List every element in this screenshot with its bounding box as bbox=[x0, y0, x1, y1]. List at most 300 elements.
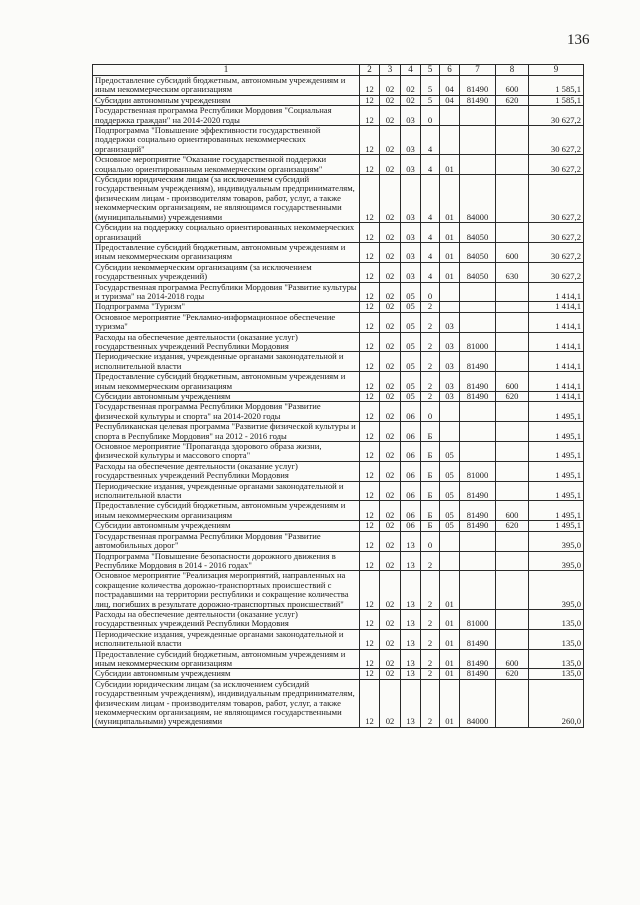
measure-cell: 05 bbox=[440, 501, 460, 521]
expense-type-cell bbox=[496, 481, 529, 501]
table-header-row bbox=[93, 65, 584, 76]
amount-cell: 395,0 bbox=[529, 551, 584, 571]
subprogram-cell: 2 bbox=[421, 392, 440, 402]
section-cell: 12 bbox=[360, 126, 380, 155]
amount-cell: 1 585,1 bbox=[529, 76, 584, 96]
row-name-cell: Периодические издания, учрежденные органами законодательной и исполнительной власти bbox=[93, 352, 360, 372]
expense-type-cell bbox=[496, 352, 529, 372]
expense-type-cell bbox=[496, 106, 529, 126]
section-cell: 12 bbox=[360, 372, 380, 392]
section-cell: 12 bbox=[360, 501, 380, 521]
measure-cell: 03 bbox=[440, 312, 460, 332]
expense-type-cell: 630 bbox=[496, 262, 529, 282]
row-name-cell: Государственная программа Республики Мордовия "Развитие физической культуры и спорта" на 2014-2020 годы bbox=[93, 402, 360, 422]
measure-cell: 04 bbox=[440, 95, 460, 105]
expense-code-cell: 81000 bbox=[460, 609, 496, 629]
program-cell: 05 bbox=[401, 332, 421, 352]
row-name-cell: Субсидии автономным учреждениям bbox=[93, 669, 360, 679]
section-cell: 12 bbox=[360, 481, 380, 501]
subsection-cell: 02 bbox=[380, 223, 401, 243]
expense-code-cell bbox=[460, 106, 496, 126]
subsection-cell: 02 bbox=[380, 501, 401, 521]
expense-code-cell bbox=[460, 531, 496, 551]
section-cell: 12 bbox=[360, 352, 380, 372]
expense-code-cell bbox=[460, 282, 496, 302]
row-name-cell: Расходы на обеспечение деятельности (оказание услуг) государственных учреждений Республики Мордовия bbox=[93, 332, 360, 352]
subsection-cell: 02 bbox=[380, 262, 401, 282]
subsection-cell: 02 bbox=[380, 669, 401, 679]
table-row bbox=[93, 461, 584, 481]
measure-cell: 01 bbox=[440, 242, 460, 262]
expense-code-cell bbox=[460, 551, 496, 571]
subprogram-cell: 2 bbox=[421, 609, 440, 629]
measure-cell bbox=[440, 551, 460, 571]
expense-type-cell bbox=[496, 629, 529, 649]
subprogram-cell: 4 bbox=[421, 223, 440, 243]
section-cell: 12 bbox=[360, 332, 380, 352]
table-row bbox=[93, 155, 584, 175]
measure-cell: 01 bbox=[440, 609, 460, 629]
subsection-cell: 02 bbox=[380, 571, 401, 610]
expense-code-cell: 81490 bbox=[460, 521, 496, 531]
subprogram-cell: 2 bbox=[421, 302, 440, 312]
expense-type-cell bbox=[496, 442, 529, 462]
section-cell: 12 bbox=[360, 461, 380, 481]
program-cell: 13 bbox=[401, 679, 421, 727]
header-cell: 9 bbox=[529, 65, 584, 76]
subsection-cell: 02 bbox=[380, 649, 401, 669]
section-cell: 12 bbox=[360, 521, 380, 531]
expense-type-cell bbox=[496, 679, 529, 727]
expense-type-cell bbox=[496, 223, 529, 243]
row-name-cell: Расходы на обеспечение деятельности (оказание услуг) государственных учреждений Республики Мордовия bbox=[93, 461, 360, 481]
table-row bbox=[93, 442, 584, 462]
amount-cell: 1 414,1 bbox=[529, 312, 584, 332]
subsection-cell: 02 bbox=[380, 442, 401, 462]
amount-cell: 30 627,2 bbox=[529, 262, 584, 282]
row-name-cell: Основное мероприятие "Реализация мероприятий, направленных на сокращение количества дорожно-транспортных происшествий с пострадавшими на территории республики и сокращение количества лиц, погибших в результате дорожно-транспортных происшествий" bbox=[93, 571, 360, 610]
subprogram-cell: Б bbox=[421, 521, 440, 531]
subprogram-cell: 4 bbox=[421, 242, 440, 262]
amount-cell: 1 585,1 bbox=[529, 95, 584, 105]
row-name-cell: Предоставление субсидий бюджетным, автономным учреждениям и иным некоммерческим организациям bbox=[93, 649, 360, 669]
subsection-cell: 02 bbox=[380, 629, 401, 649]
amount-cell: 1 414,1 bbox=[529, 392, 584, 402]
subsection-cell: 02 bbox=[380, 155, 401, 175]
expense-type-cell: 600 bbox=[496, 76, 529, 96]
expense-code-cell bbox=[460, 422, 496, 442]
subsection-cell: 02 bbox=[380, 392, 401, 402]
row-name-cell: Субсидии юридическим лицам (за исключением субсидий государственным учреждениям), индивидуальным предпринимателям, физическим лицам - производителям товаров, работ, услуг, а также некоммерческим организациям, не являющимся государственными (муниципальными) учреждениями bbox=[93, 679, 360, 727]
program-cell: 13 bbox=[401, 571, 421, 610]
row-name-cell: Подпрограмма "Повышение эффективности государственной поддержки социально ориентированных некоммерческих организаций" bbox=[93, 126, 360, 155]
row-name-cell: Субсидии на поддержку социально ориентированных некоммерческих организаций bbox=[93, 223, 360, 243]
subprogram-cell: Б bbox=[421, 461, 440, 481]
subprogram-cell: 4 bbox=[421, 262, 440, 282]
table-row bbox=[93, 521, 584, 531]
expense-type-cell: 620 bbox=[496, 95, 529, 105]
subprogram-cell: 2 bbox=[421, 352, 440, 372]
header-cell: 8 bbox=[496, 65, 529, 76]
header-cell: 7 bbox=[460, 65, 496, 76]
expense-code-cell: 84050 bbox=[460, 223, 496, 243]
row-name-cell: Республиканская целевая программа "Развитие физической культуры и спорта в Республике Мордовия" на 2012 - 2016 годы bbox=[93, 422, 360, 442]
program-cell: 02 bbox=[401, 76, 421, 96]
program-cell: 13 bbox=[401, 551, 421, 571]
expense-type-cell bbox=[496, 332, 529, 352]
program-cell: 03 bbox=[401, 223, 421, 243]
subprogram-cell: Б bbox=[421, 422, 440, 442]
expense-type-cell bbox=[496, 175, 529, 223]
table-row bbox=[93, 571, 584, 610]
program-cell: 13 bbox=[401, 629, 421, 649]
section-cell: 12 bbox=[360, 312, 380, 332]
measure-cell: 03 bbox=[440, 392, 460, 402]
row-name-cell: Субсидии автономным учреждениям bbox=[93, 95, 360, 105]
table-row bbox=[93, 649, 584, 669]
program-cell: 06 bbox=[401, 442, 421, 462]
expense-type-cell: 620 bbox=[496, 669, 529, 679]
amount-cell: 395,0 bbox=[529, 531, 584, 551]
measure-cell bbox=[440, 302, 460, 312]
expense-code-cell: 84050 bbox=[460, 242, 496, 262]
subsection-cell: 02 bbox=[380, 551, 401, 571]
row-name-cell: Расходы на обеспечение деятельности (оказание услуг) государственных учреждений Республики Мордовия bbox=[93, 609, 360, 629]
expense-code-cell: 81000 bbox=[460, 332, 496, 352]
measure-cell: 01 bbox=[440, 649, 460, 669]
row-name-cell: Подпрограмма "Повышение безопасности дорожного движения в Республике Мордовия в 2014 - 2016 годах" bbox=[93, 551, 360, 571]
table-row bbox=[93, 282, 584, 302]
table-row bbox=[93, 312, 584, 332]
expense-code-cell bbox=[460, 126, 496, 155]
row-name-cell: Подпрограмма "Туризм" bbox=[93, 302, 360, 312]
table-row bbox=[93, 679, 584, 727]
row-name-cell: Периодические издания, учрежденные органами законодательной и исполнительной власти bbox=[93, 629, 360, 649]
header-cell: 6 bbox=[440, 65, 460, 76]
subprogram-cell: 2 bbox=[421, 312, 440, 332]
subprogram-cell: 2 bbox=[421, 649, 440, 669]
subsection-cell: 02 bbox=[380, 332, 401, 352]
table-row bbox=[93, 481, 584, 501]
expense-type-cell bbox=[496, 422, 529, 442]
subsection-cell: 02 bbox=[380, 175, 401, 223]
expense-code-cell: 84000 bbox=[460, 175, 496, 223]
program-cell: 05 bbox=[401, 312, 421, 332]
amount-cell: 30 627,2 bbox=[529, 106, 584, 126]
expense-code-cell bbox=[460, 402, 496, 422]
row-name-cell: Субсидии некоммерческим организациям (за исключением государственных учреждений) bbox=[93, 262, 360, 282]
subprogram-cell: 2 bbox=[421, 571, 440, 610]
row-name-cell: Государственная программа Республики Мордовия "Развитие автомобильных дорог" bbox=[93, 531, 360, 551]
expense-type-cell: 600 bbox=[496, 649, 529, 669]
subsection-cell: 02 bbox=[380, 679, 401, 727]
row-name-cell: Основное мероприятие "Оказание государственной поддержки социально ориентированным некоммерческим организациям" bbox=[93, 155, 360, 175]
measure-cell: 05 bbox=[440, 481, 460, 501]
measure-cell bbox=[440, 422, 460, 442]
subsection-cell: 02 bbox=[380, 312, 401, 332]
table-row bbox=[93, 95, 584, 105]
section-cell: 12 bbox=[360, 571, 380, 610]
expense-type-cell bbox=[496, 609, 529, 629]
table-row bbox=[93, 352, 584, 372]
subsection-cell: 02 bbox=[380, 302, 401, 312]
program-cell: 06 bbox=[401, 521, 421, 531]
section-cell: 12 bbox=[360, 531, 380, 551]
measure-cell: 01 bbox=[440, 262, 460, 282]
measure-cell bbox=[440, 531, 460, 551]
measure-cell: 01 bbox=[440, 175, 460, 223]
expense-type-cell bbox=[496, 302, 529, 312]
table-row bbox=[93, 302, 584, 312]
expense-code-cell: 81490 bbox=[460, 372, 496, 392]
amount-cell: 30 627,2 bbox=[529, 155, 584, 175]
expense-type-cell bbox=[496, 126, 529, 155]
measure-cell bbox=[440, 126, 460, 155]
measure-cell bbox=[440, 282, 460, 302]
header-cell: 5 bbox=[421, 65, 440, 76]
subprogram-cell: 5 bbox=[421, 76, 440, 96]
table-row bbox=[93, 609, 584, 629]
subsection-cell: 02 bbox=[380, 609, 401, 629]
subsection-cell: 02 bbox=[380, 531, 401, 551]
program-cell: 06 bbox=[401, 402, 421, 422]
expense-code-cell: 81490 bbox=[460, 352, 496, 372]
program-cell: 13 bbox=[401, 649, 421, 669]
program-cell: 05 bbox=[401, 352, 421, 372]
table-row bbox=[93, 501, 584, 521]
table-row bbox=[93, 76, 584, 96]
amount-cell: 135,0 bbox=[529, 609, 584, 629]
section-cell: 12 bbox=[360, 95, 380, 105]
table-row bbox=[93, 332, 584, 352]
section-cell: 12 bbox=[360, 422, 380, 442]
expense-code-cell: 81490 bbox=[460, 669, 496, 679]
subprogram-cell: 4 bbox=[421, 155, 440, 175]
expense-code-cell: 81490 bbox=[460, 392, 496, 402]
program-cell: 06 bbox=[401, 461, 421, 481]
section-cell: 12 bbox=[360, 679, 380, 727]
measure-cell: 01 bbox=[440, 679, 460, 727]
amount-cell: 30 627,2 bbox=[529, 175, 584, 223]
measure-cell: 01 bbox=[440, 155, 460, 175]
row-name-cell: Предоставление субсидий бюджетным, автономным учреждениям и иным некоммерческим организациям bbox=[93, 372, 360, 392]
program-cell: 13 bbox=[401, 609, 421, 629]
row-name-cell: Периодические издания, учрежденные органами законодательной и исполнительной власти bbox=[93, 481, 360, 501]
subprogram-cell: 0 bbox=[421, 106, 440, 126]
subsection-cell: 02 bbox=[380, 95, 401, 105]
expense-code-cell: 81490 bbox=[460, 629, 496, 649]
program-cell: 03 bbox=[401, 126, 421, 155]
subsection-cell: 02 bbox=[380, 461, 401, 481]
measure-cell: 03 bbox=[440, 372, 460, 392]
measure-cell: 05 bbox=[440, 442, 460, 462]
amount-cell: 395,0 bbox=[529, 571, 584, 610]
amount-cell: 1 414,1 bbox=[529, 332, 584, 352]
table-row bbox=[93, 629, 584, 649]
amount-cell: 1 495,1 bbox=[529, 442, 584, 462]
amount-cell: 135,0 bbox=[529, 649, 584, 669]
expense-type-cell bbox=[496, 312, 529, 332]
expense-type-cell: 600 bbox=[496, 242, 529, 262]
row-name-cell: Государственная программа Республики Мордовия "Социальная поддержка граждан" на 2014-2020 годы bbox=[93, 106, 360, 126]
expense-type-cell bbox=[496, 551, 529, 571]
budget-table bbox=[92, 64, 584, 728]
row-name-cell: Субсидии автономным учреждениям bbox=[93, 392, 360, 402]
subprogram-cell: 4 bbox=[421, 175, 440, 223]
subsection-cell: 02 bbox=[380, 242, 401, 262]
expense-type-cell: 600 bbox=[496, 501, 529, 521]
program-cell: 06 bbox=[401, 422, 421, 442]
program-cell: 05 bbox=[401, 392, 421, 402]
table-row bbox=[93, 402, 584, 422]
header-cell: 2 bbox=[360, 65, 380, 76]
section-cell: 12 bbox=[360, 669, 380, 679]
subsection-cell: 02 bbox=[380, 422, 401, 442]
subsection-cell: 02 bbox=[380, 126, 401, 155]
amount-cell: 1 495,1 bbox=[529, 402, 584, 422]
expense-type-cell bbox=[496, 402, 529, 422]
amount-cell: 1 495,1 bbox=[529, 481, 584, 501]
measure-cell: 03 bbox=[440, 352, 460, 372]
expense-code-cell: 84050 bbox=[460, 262, 496, 282]
amount-cell: 1 495,1 bbox=[529, 521, 584, 531]
section-cell: 12 bbox=[360, 402, 380, 422]
row-name-cell: Субсидии юридическим лицам (за исключением субсидий государственным учреждениям), индивидуальным предпринимателям, физическим лицам - производителям товаров, работ, услуг, а также некоммерческим организациям, не являющимся государственными (муниципальными) учреждениями bbox=[93, 175, 360, 223]
program-cell: 06 bbox=[401, 501, 421, 521]
section-cell: 12 bbox=[360, 442, 380, 462]
section-cell: 12 bbox=[360, 302, 380, 312]
section-cell: 12 bbox=[360, 392, 380, 402]
program-cell: 03 bbox=[401, 175, 421, 223]
amount-cell: 30 627,2 bbox=[529, 126, 584, 155]
subsection-cell: 02 bbox=[380, 76, 401, 96]
expense-type-cell bbox=[496, 571, 529, 610]
subsection-cell: 02 bbox=[380, 402, 401, 422]
section-cell: 12 bbox=[360, 609, 380, 629]
program-cell: 02 bbox=[401, 95, 421, 105]
section-cell: 12 bbox=[360, 649, 380, 669]
program-cell: 13 bbox=[401, 669, 421, 679]
expense-type-cell: 600 bbox=[496, 372, 529, 392]
expense-code-cell bbox=[460, 571, 496, 610]
subprogram-cell: Б bbox=[421, 501, 440, 521]
subsection-cell: 02 bbox=[380, 372, 401, 392]
amount-cell: 1 495,1 bbox=[529, 501, 584, 521]
measure-cell: 05 bbox=[440, 461, 460, 481]
row-name-cell: Основное мероприятие "Рекламно-информационное обеспечение туризма" bbox=[93, 312, 360, 332]
amount-cell: 260,0 bbox=[529, 679, 584, 727]
section-cell: 12 bbox=[360, 223, 380, 243]
page-number: 136 bbox=[567, 32, 590, 48]
program-cell: 03 bbox=[401, 262, 421, 282]
section-cell: 12 bbox=[360, 106, 380, 126]
amount-cell: 1 414,1 bbox=[529, 282, 584, 302]
row-name-cell: Предоставление субсидий бюджетным, автономным учреждениям и иным некоммерческим организациям bbox=[93, 242, 360, 262]
program-cell: 05 bbox=[401, 282, 421, 302]
amount-cell: 30 627,2 bbox=[529, 242, 584, 262]
subsection-cell: 02 bbox=[380, 521, 401, 531]
subprogram-cell: 0 bbox=[421, 282, 440, 302]
table-row bbox=[93, 669, 584, 679]
subprogram-cell: Б bbox=[421, 442, 440, 462]
section-cell: 12 bbox=[360, 242, 380, 262]
program-cell: 05 bbox=[401, 302, 421, 312]
expense-type-cell bbox=[496, 461, 529, 481]
section-cell: 12 bbox=[360, 262, 380, 282]
expense-code-cell bbox=[460, 442, 496, 462]
section-cell: 12 bbox=[360, 551, 380, 571]
expense-type-cell: 620 bbox=[496, 392, 529, 402]
measure-cell bbox=[440, 106, 460, 126]
expense-type-cell bbox=[496, 155, 529, 175]
subprogram-cell: 4 bbox=[421, 126, 440, 155]
amount-cell: 30 627,2 bbox=[529, 223, 584, 243]
expense-code-cell bbox=[460, 302, 496, 312]
amount-cell: 135,0 bbox=[529, 629, 584, 649]
subprogram-cell: 2 bbox=[421, 551, 440, 571]
section-cell: 12 bbox=[360, 629, 380, 649]
expense-code-cell: 81490 bbox=[460, 481, 496, 501]
subprogram-cell: 2 bbox=[421, 332, 440, 352]
table-row bbox=[93, 223, 584, 243]
subprogram-cell: 2 bbox=[421, 372, 440, 392]
measure-cell: 01 bbox=[440, 669, 460, 679]
subsection-cell: 02 bbox=[380, 481, 401, 501]
expense-code-cell: 81490 bbox=[460, 501, 496, 521]
measure-cell: 04 bbox=[440, 76, 460, 96]
header-cell: 3 bbox=[380, 65, 401, 76]
header-cell: 4 bbox=[401, 65, 421, 76]
header-cell: 1 bbox=[93, 65, 360, 76]
subprogram-cell: 0 bbox=[421, 531, 440, 551]
row-name-cell: Предоставление субсидий бюджетным, автономным учреждениям и иным некоммерческим организациям bbox=[93, 501, 360, 521]
subprogram-cell: 5 bbox=[421, 95, 440, 105]
subprogram-cell: 0 bbox=[421, 402, 440, 422]
program-cell: 06 bbox=[401, 481, 421, 501]
table-row bbox=[93, 392, 584, 402]
row-name-cell: Субсидии автономным учреждениям bbox=[93, 521, 360, 531]
table-row bbox=[93, 126, 584, 155]
subsection-cell: 02 bbox=[380, 352, 401, 372]
program-cell: 03 bbox=[401, 106, 421, 126]
section-cell: 12 bbox=[360, 175, 380, 223]
amount-cell: 1 414,1 bbox=[529, 352, 584, 372]
amount-cell: 1 414,1 bbox=[529, 302, 584, 312]
expense-type-cell: 620 bbox=[496, 521, 529, 531]
expense-code-cell: 81490 bbox=[460, 76, 496, 96]
table-row bbox=[93, 106, 584, 126]
table-row bbox=[93, 531, 584, 551]
row-name-cell: Основное мероприятие "Пропаганда здорового образа жизни, физической культуры и массового спорта" bbox=[93, 442, 360, 462]
amount-cell: 1 414,1 bbox=[529, 372, 584, 392]
expense-code-cell bbox=[460, 312, 496, 332]
expense-code-cell: 81000 bbox=[460, 461, 496, 481]
subprogram-cell: 2 bbox=[421, 629, 440, 649]
expense-code-cell: 84000 bbox=[460, 679, 496, 727]
table-row bbox=[93, 422, 584, 442]
measure-cell: 03 bbox=[440, 332, 460, 352]
subprogram-cell: 2 bbox=[421, 669, 440, 679]
section-cell: 12 bbox=[360, 282, 380, 302]
subprogram-cell: Б bbox=[421, 481, 440, 501]
expense-type-cell bbox=[496, 531, 529, 551]
program-cell: 03 bbox=[401, 155, 421, 175]
subprogram-cell: 2 bbox=[421, 679, 440, 727]
row-name-cell: Предоставление субсидий бюджетным, автономным учреждениям и иным некоммерческим организациям bbox=[93, 76, 360, 96]
measure-cell: 01 bbox=[440, 571, 460, 610]
measure-cell: 05 bbox=[440, 521, 460, 531]
program-cell: 03 bbox=[401, 242, 421, 262]
